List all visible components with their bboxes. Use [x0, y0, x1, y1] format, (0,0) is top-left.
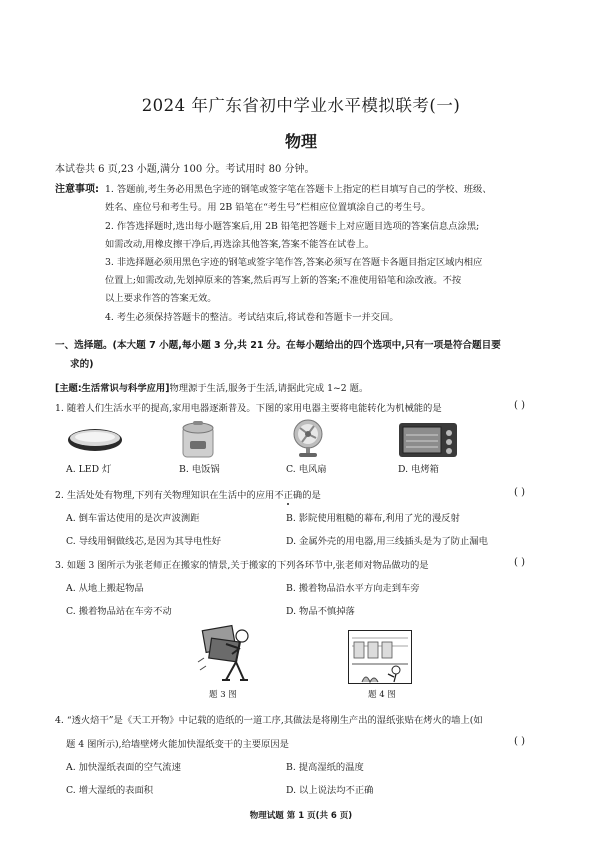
- q3-answer-paren: ( ): [514, 557, 525, 568]
- q3-option-d: D. 物品不慎掉落: [286, 606, 355, 617]
- q4-option-a: A. 加快湿纸表面的空气流速: [66, 762, 181, 773]
- q2-stem-emphasis: 不正确: [274, 490, 303, 501]
- notes-label: 注意事项:: [55, 184, 99, 195]
- rice-cooker-image: [180, 419, 216, 459]
- q4-answer-paren: ( ): [514, 736, 525, 747]
- theme-text: 物理源于生活,服务于生活,请据此完成 1~2 题。: [169, 383, 369, 394]
- q2-option-b: B. 影院使用粗糙的幕布,利用了光的漫反射: [286, 513, 460, 524]
- subject-title: 物理: [284, 132, 317, 151]
- q3-option-a: A. 从地上搬起物品: [66, 583, 144, 594]
- note-2a: 2. 作答选择题时,选出每小题答案后,用 2B 铅笔把答题卡上对应题目选项的答案信息点涂黑;: [105, 221, 480, 232]
- q2-stem-post: 的是: [302, 490, 321, 501]
- q2-option-c: C. 导线用铜做线芯,是因为其导电性好: [66, 536, 222, 547]
- note-3a: 3. 非选择题必须用黑色字迹的钢笔或签字笔作答,答案必须写在答题卡各题目指定区域内相应: [105, 257, 483, 268]
- note-1a: 1. 答题前,考生务必用黑色字迹的钢笔或签字笔在答题卡上指定的栏目填写自己的学校、班级、: [105, 184, 492, 195]
- q1-option-d: D. 电烤箱: [398, 464, 439, 475]
- q3-option-c: C. 搬着物品站在车旁不动: [66, 606, 172, 617]
- q1-option-a: A. LED 灯: [66, 464, 112, 475]
- figure4-paper-drying-image: [348, 630, 412, 684]
- note-3c: 以上要求作答的答案无效。: [105, 293, 217, 304]
- q2-stem: [55, 487, 321, 501]
- page-footer: 物理试题 第 1 页(共 6 页): [249, 811, 353, 821]
- exam-title: 2024 年广东省初中学业水平模拟联考(一): [141, 96, 461, 115]
- electric-fan-image: [290, 418, 326, 458]
- section1-heading-cont: 求的): [70, 359, 94, 370]
- q1-answer-paren: ( ): [514, 400, 525, 411]
- q4-option-c: C. 增大湿纸的表面积: [66, 785, 154, 796]
- q1-stem: 1. 随着人们生活水平的提高,家用电器逐渐普及。下图的家用电器主要将电能转化为机械能的是: [55, 403, 442, 414]
- figure3-moving-image: [196, 622, 258, 686]
- section1-heading: 一、选择题。(本大题 7 小题,每小题 3 分,共 21 分。在每小题给出的四个选项中,只有一项是符合题目要: [55, 340, 501, 351]
- q1-option-b: B. 电饭锅: [179, 464, 220, 475]
- q2-answer-paren: ( ): [514, 487, 525, 498]
- q3-option-b: B. 搬着物品沿水平方向走到车旁: [286, 583, 420, 594]
- q2-option-a: A. 倒车雷达使用的是次声波测距: [66, 513, 200, 524]
- q1-option-c: C. 电风扇: [286, 464, 327, 475]
- q4-option-b: B. 提高湿纸的温度: [286, 762, 364, 773]
- q2-stem-pre: 2. 生活处处有物理,下列有关物理知识在生活中的应用: [55, 490, 275, 501]
- led-lamp-image: [66, 420, 124, 458]
- note-3b: 位置上;如需改动,先划掉原来的答案,然后再写上新的答案;不准使用铅笔和涂改液。不按: [105, 275, 462, 286]
- electric-oven-image: [398, 421, 458, 459]
- figure3-caption: 题 3 图: [209, 690, 237, 700]
- note-4: 4. 考生必须保持答题卡的整洁。考试结束后,将试卷和答题卡一并交回。: [105, 312, 399, 323]
- q4-stem-line2: 题 4 图所示),给墙壁烤火能加快湿纸变干的主要原因是: [66, 739, 289, 750]
- q4-option-d: D. 以上说法均不正确: [286, 785, 374, 796]
- theme-label: [主题:生活常识与科学应用]: [55, 383, 170, 394]
- note-1b: 姓名、座位号和考生号。用 2B 铅笔在“考生号”栏相应位置填涂自己的考生号。: [105, 202, 431, 213]
- note-2b: 如需改动,用橡皮擦干净后,再选涂其他答案,答案不能答在试卷上。: [105, 239, 375, 250]
- q2-option-d: D. 金属外壳的用电器,用三线插头是为了防止漏电: [286, 536, 488, 547]
- exam-summary: 本试卷共 6 页,23 小题,满分 100 分。考试用时 80 分钟。: [55, 164, 315, 175]
- q4-stem-line1: 4. “透火焙干”是《天工开物》中记载的造纸的一道工序,其做法是将刚生产出的湿纸张贴在烤火的墙上(如: [55, 715, 483, 726]
- figure4-caption: 题 4 图: [368, 690, 396, 700]
- q3-stem: 3. 如题 3 图所示为张老师正在搬家的情景,关于搬家的下列各环节中,张老师对物品做功的是: [55, 560, 429, 571]
